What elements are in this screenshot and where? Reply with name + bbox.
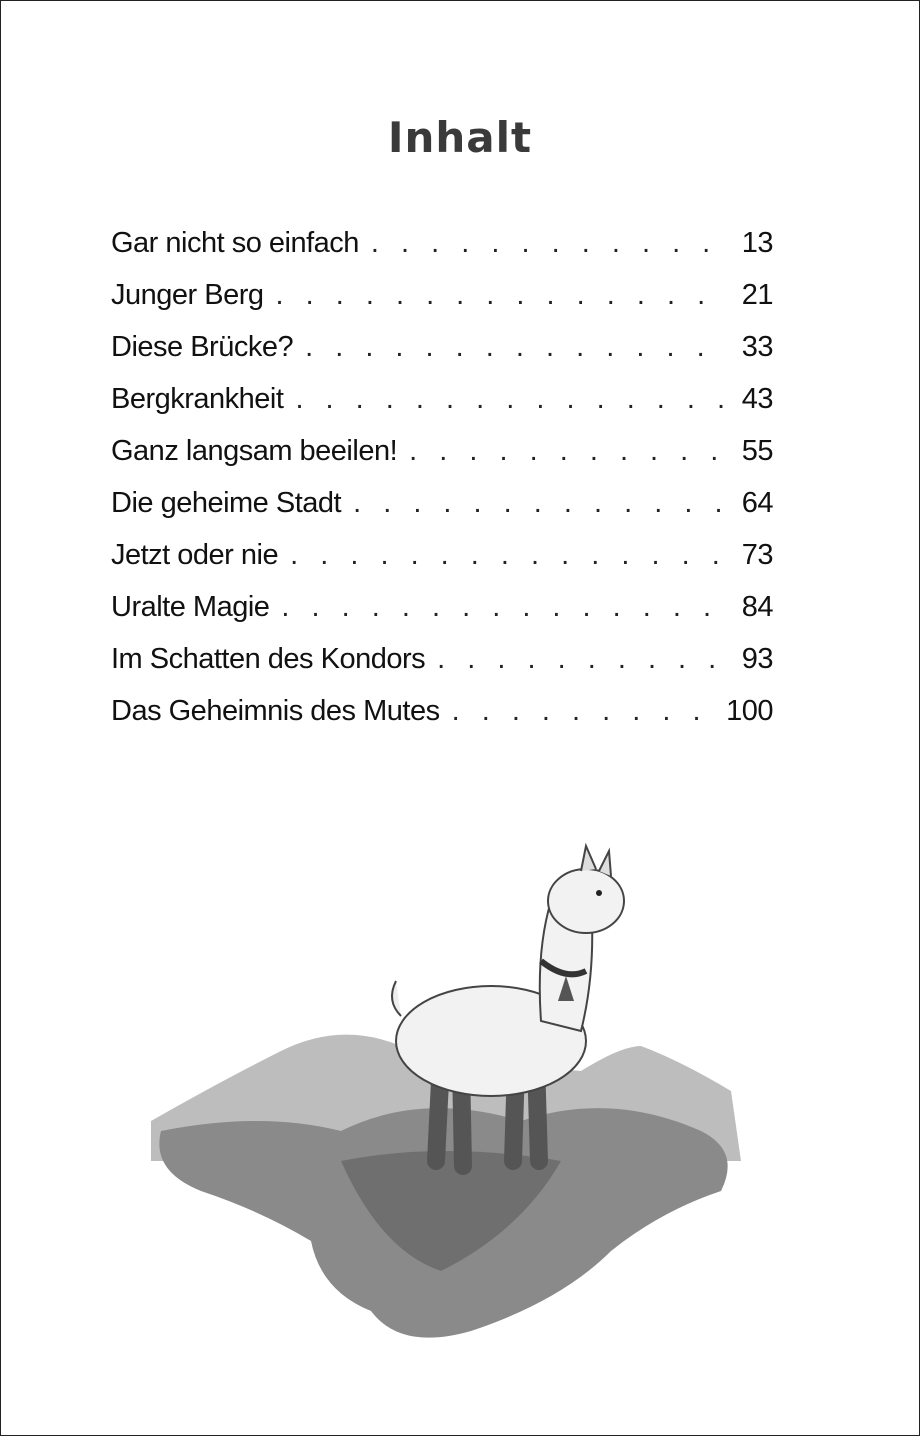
toc-entry-page: 100 (726, 695, 773, 727)
dot-leader (371, 227, 725, 260)
toc-entry (111, 383, 773, 435)
dot-leader (437, 643, 725, 676)
dot-leader (290, 539, 725, 572)
dot-leader (276, 279, 726, 312)
table-of-contents (111, 227, 773, 747)
toc-entry (111, 331, 773, 383)
dot-leader (409, 435, 725, 468)
page-title: Inhalt (387, 113, 533, 162)
toc-entry-page: 43 (741, 383, 773, 415)
toc-entry (111, 539, 773, 591)
toc-entry-title: Gar nicht so einfach (111, 227, 359, 259)
toc-entry-title: Bergkrankheit (111, 383, 284, 415)
toc-entry (111, 435, 773, 487)
toc-entry-title: Jetzt oder nie (111, 539, 279, 571)
toc-entry-page: 84 (741, 591, 773, 623)
toc-entry-title: Uralte Magie (111, 591, 270, 623)
dot-leader (353, 487, 725, 520)
toc-entry (111, 279, 773, 331)
toc-entry-page: 13 (741, 227, 773, 259)
toc-entry-title: Ganz langsam beeilen! (111, 435, 398, 467)
toc-entry-page: 33 (741, 331, 773, 363)
toc-entry-page: 73 (741, 539, 773, 571)
dot-leader (281, 591, 725, 624)
toc-entry-page: 55 (741, 435, 773, 467)
llama-illustration (141, 831, 761, 1371)
toc-entry-page: 21 (741, 279, 773, 311)
toc-entry-title: Das Geheimnis des Mutes (111, 695, 440, 727)
toc-entry (111, 695, 773, 747)
dot-leader (295, 383, 725, 416)
toc-entry (111, 487, 773, 539)
toc-entry-page: 64 (741, 487, 773, 519)
toc-entry-title: Diese Brücke? (111, 331, 294, 363)
toc-entry (111, 227, 773, 279)
toc-entry (111, 591, 773, 643)
dot-leader (305, 331, 725, 364)
toc-entry (111, 643, 773, 695)
dot-leader (452, 695, 719, 728)
toc-entry-title: Die geheime Stadt (111, 487, 342, 519)
toc-entry-title: Im Schatten des Kondors (111, 643, 426, 675)
toc-entry-title: Junger Berg (111, 279, 264, 311)
toc-entry-page: 93 (741, 643, 773, 675)
